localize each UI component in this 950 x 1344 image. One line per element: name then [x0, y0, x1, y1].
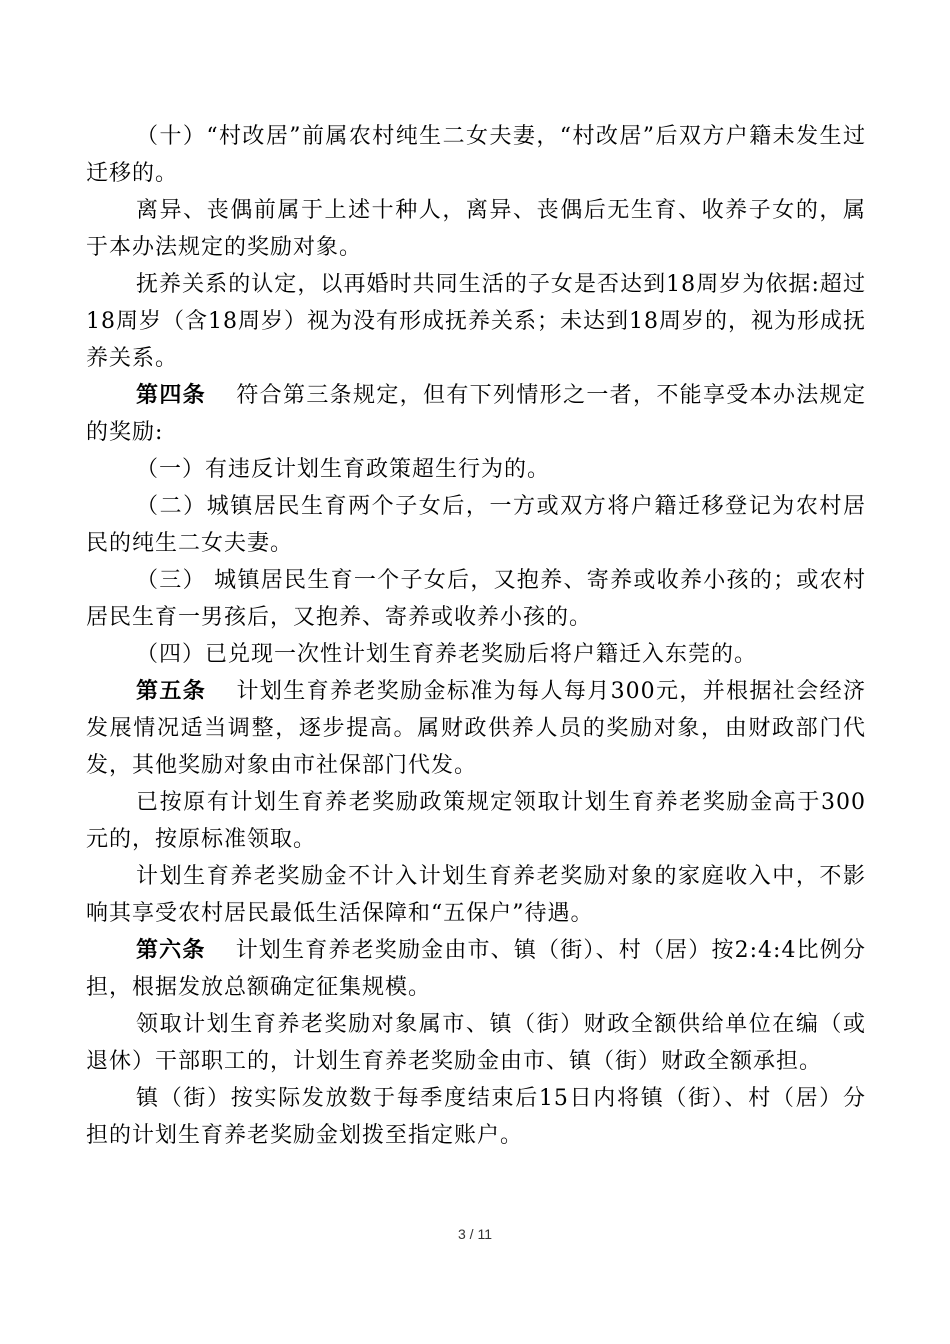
paragraph-7: [86, 562, 866, 636]
article-5-text: 计划生育养老奖励金标准为每人每月300元，并根据社会经济发展情况适当调整，逐步提高。属财政供养人员的奖励对象，由财政部门代发，其他奖励对象由市社保部门代发。: [86, 679, 866, 778]
paragraph-3-text: 抚养关系的认定，以再婚时共同生活的子女是否达到18周岁为依据:超过18周岁（含18周岁）视为没有形成抚养关系；未达到18周岁的，视为形成抚养关系。: [86, 272, 866, 371]
paragraph-6-text: （二）城镇居民生育两个子女后，一方或双方将户籍迁移登记为农村居民的纯生二女夫妻。: [86, 494, 866, 556]
paragraph-14-text: 镇（街）按实际发放数于每季度结束后15日内将镇（街）、村（居）分担的计划生育养老奖励金划拨至指定账户。: [86, 1086, 866, 1148]
paragraph-11: [86, 858, 866, 932]
paragraph-8: [86, 636, 866, 673]
paragraph-8-text: （四）已兑现一次性计划生育养老奖励后将户籍迁入东莞的。: [136, 642, 758, 667]
paragraph-14: [86, 1080, 866, 1154]
paragraph-2: [86, 192, 866, 266]
paragraph-10: [86, 784, 866, 858]
article-5: [86, 673, 866, 784]
paragraph-6: [86, 488, 866, 562]
paragraph-1: [86, 118, 866, 192]
article-5-heading: 第五条: [136, 678, 207, 704]
article-4-text: 符合第三条规定，但有下列情形之一者，不能享受本办法规定的奖励:: [86, 383, 866, 445]
page-number: 3 / 11: [458, 1226, 492, 1242]
paragraph-1-text: （十）“村改居”前属农村纯生二女夫妻，“村改居”后双方户籍未发生过迁移的。: [86, 124, 866, 186]
paragraph-13-text: 领取计划生育养老奖励对象属市、镇（街）财政全额供给单位在编（或退休）干部职工的，计划生育养老奖励金由市、镇（街）财政全额承担。: [86, 1012, 866, 1074]
paragraph-3: [86, 266, 866, 377]
article-6: [86, 932, 866, 1006]
paragraph-10-text: 已按原有计划生育养老奖励政策规定领取计划生育养老奖励金高于300元的，按原标准领取。: [86, 790, 866, 852]
paragraph-13: [86, 1006, 866, 1080]
paragraph-2-text: 离异、丧偶前属于上述十种人，离异、丧偶后无生育、收养子女的，属于本办法规定的奖励对象。: [86, 198, 866, 260]
article-6-heading: 第六条: [136, 937, 206, 963]
paragraph-5-text: （一）有违反计划生育政策超生行为的。: [136, 457, 551, 482]
paragraph-11-text: 计划生育养老奖励金不计入计划生育养老奖励对象的家庭收入中，不影响其享受农村居民最低生活保障和“五保户”待遇。: [86, 864, 866, 926]
article-6-text: 计划生育养老奖励金由市、镇（街）、村（居）按2:4:4比例分担，根据发放总额确定征集规模。: [86, 938, 866, 1000]
paragraph-5: [86, 451, 866, 488]
document-body: [86, 118, 866, 1154]
article-4: [86, 377, 866, 451]
paragraph-7-text: （三） 城镇居民生育一个子女后，又抱养、寄养或收养小孩的；或农村居民生育一男孩后，又抱养、寄养或收养小孩的。: [86, 568, 866, 630]
article-4-heading: 第四条: [136, 382, 206, 408]
